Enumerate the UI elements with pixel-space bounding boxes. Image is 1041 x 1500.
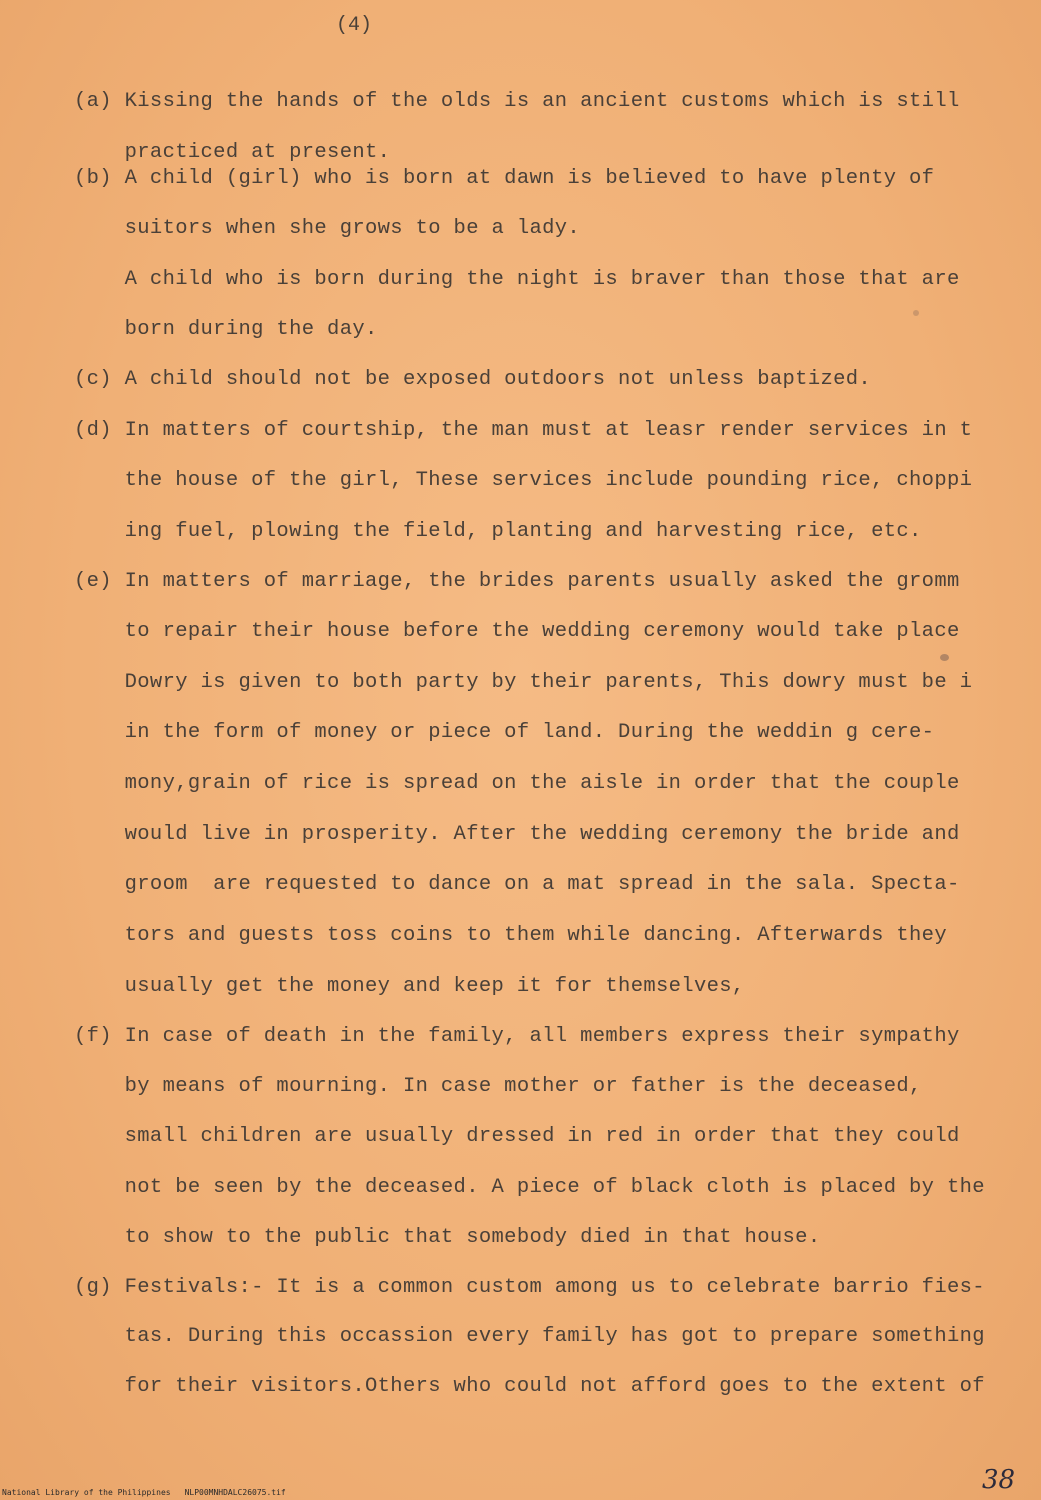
text-line: (d) In matters of courtship, the man must at leasr render services in t xyxy=(74,419,973,442)
text-line: not be seen by the deceased. A piece of black cloth is placed by the xyxy=(74,1176,985,1199)
text-line: by means of mourning. In case mother or father is the deceased, xyxy=(74,1075,922,1098)
text-line: mony,grain of rice is spread on the aisle in order that the couple xyxy=(74,772,960,795)
text-line: for their visitors.Others who could not afford goes to the extent of xyxy=(74,1375,985,1398)
text-line: to repair their house before the wedding ceremony would take place xyxy=(74,620,960,643)
text-line: (c) A child should not be exposed outdoors not unless baptized. xyxy=(74,368,872,391)
library-credit: National Library of the Philippines xyxy=(2,1488,171,1497)
text-line: (b) A child (girl) who is born at dawn is believed to have plenty of xyxy=(74,167,935,190)
text-line: the house of the girl, These services include pounding rice, choppi xyxy=(74,469,973,492)
text-line: usually get the money and keep it for themselves, xyxy=(74,975,745,998)
page-number: (4) xyxy=(336,14,373,37)
text-line: A child who is born during the night is braver than those that are xyxy=(74,268,960,291)
text-line: would live in prosperity. After the wedding ceremony the bride and xyxy=(74,823,960,846)
scan-footer xyxy=(2,1488,300,1498)
scan-filename: NLP00MNHDALC26075.tif xyxy=(184,1488,286,1497)
text-line: (f) In case of death in the family, all members express their sympathy xyxy=(74,1025,960,1048)
text-line: tas. During this occassion every family has got to prepare something xyxy=(74,1325,985,1348)
text-line: small children are usually dressed in red in order that they could xyxy=(74,1125,960,1148)
text-line: in the form of money or piece of land. During the weddin g cere- xyxy=(74,721,935,744)
paper-stain xyxy=(913,310,919,316)
text-line: (a) Kissing the hands of the olds is an ancient customs which is still xyxy=(74,90,960,113)
text-line: practiced at present. xyxy=(74,141,391,164)
text-line: (g) Festivals:- It is a common custom among us to celebrate barrio fies- xyxy=(74,1276,985,1299)
paper-stain xyxy=(940,654,949,661)
text-line: ing fuel, plowing the field, planting and harvesting rice, etc. xyxy=(74,520,922,543)
text-line: (e) In matters of marriage, the brides parents usually asked the gromm xyxy=(74,570,960,593)
folio-number: 38 xyxy=(982,1465,1016,1495)
text-line: tors and guests toss coins to them while dancing. Afterwards they xyxy=(74,924,947,947)
text-line: groom are requested to dance on a mat spread in the sala. Specta- xyxy=(74,873,960,896)
text-line: suitors when she grows to be a lady. xyxy=(74,217,581,240)
text-line: to show to the public that somebody died in that house. xyxy=(74,1226,821,1249)
text-line: born during the day. xyxy=(74,318,378,341)
text-line: Dowry is given to both party by their parents, This dowry must be i xyxy=(74,671,973,694)
